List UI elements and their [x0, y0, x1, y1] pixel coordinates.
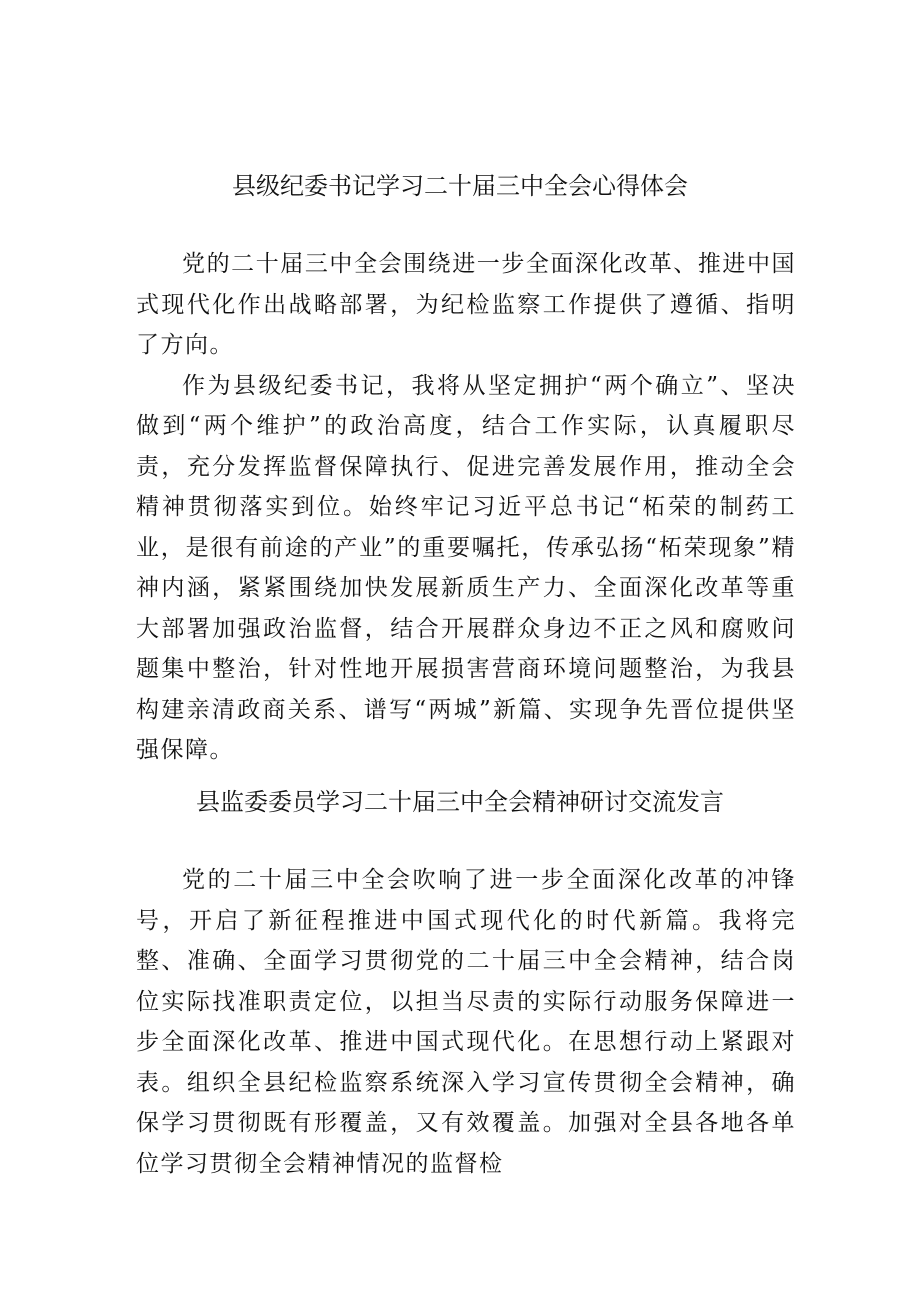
- section-1-paragraph-2: 作为县级纪委书记，我将从坚定拥护“两个确立”、坚决做到“两个维护”的政治高度，结合工作实际，认真履职尽责，充分发挥监督保障执行、促进完善发展作用，推动全会精神贯彻落实到位。始终牢记习近平总书记“柘荣的制药工业，是很有前途的产业”的重要嘱托，传承弘扬“柘荣现象”精神内涵，紧紧围绕加快发展新质生产力、全面深化改革等重大部署加强政治监督，结合开展群众身边不正之风和腐败问题集中整治，针对性地开展损害营商环境问题整治，为我县构建亲清政商关系、谱写“两城”新篇、实现争先晋位提供坚强保障。: [136, 372, 796, 763]
- section-2-title: 县监委委员学习二十届三中全会精神研讨交流发言: [196, 788, 724, 816]
- section-1-body: [136, 244, 796, 771]
- section-2-paragraph-1: 党的二十届三中全会吹响了进一步全面深化改革的冲锋号，开启了新征程推进中国式现代化的时代新篇。我将完整、准确、全面学习贯彻党的二十届三中全会精神，结合岗位实际找准职责定位，以担当尽责的实际行动服务保障进一步全面深化改革、推进中国式现代化。在思想行动上紧跟对表。组织全县纪检监察系统深入学习宣传贯彻全会精神，确保学习贯彻既有形覆盖，又有效覆盖。加强对全县各地各单位学习贯彻全会精神情况的监督检: [136, 867, 796, 1177]
- section-2-body: [136, 860, 796, 1184]
- section-1-paragraph-1: 党的二十届三中全会围绕进一步全面深化改革、推进中国式现代化作出战略部署，为纪检监察工作提供了遵循、指明了方向。: [136, 251, 796, 358]
- section-1-title: 县级纪委书记学习二十届三中全会心得体会: [232, 172, 688, 200]
